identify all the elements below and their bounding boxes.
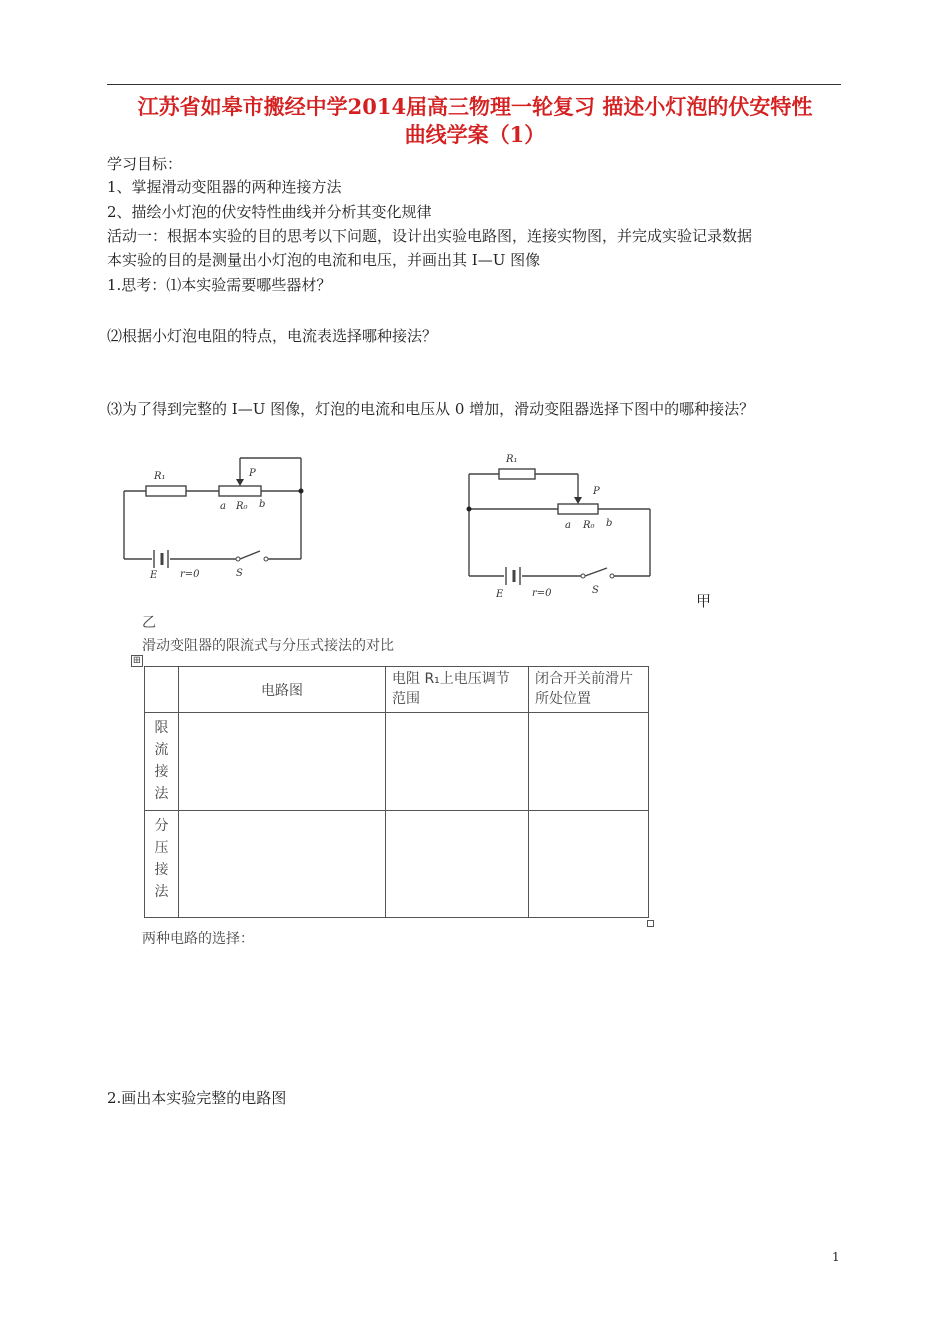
label-b: b xyxy=(606,518,613,529)
label-r1: R₁ xyxy=(506,454,518,465)
comparison-table xyxy=(144,666,649,918)
cell-divider-circuit[interactable] xyxy=(179,811,386,918)
label-b: b xyxy=(259,499,266,510)
row-label-limiting: 限 流 接 法 xyxy=(145,713,179,811)
figure-label-yi: 乙 xyxy=(142,615,156,631)
label-a: a xyxy=(220,501,226,512)
goal-item-2: 2、描绘小灯泡的伏安特性曲线并分析其变化规律 xyxy=(107,203,432,221)
question-3: ⑶为了得到完整的 I—U 图像，灯泡的电流和电压从 0 增加，滑动变阻器选择下图中的哪种接法？ xyxy=(107,400,755,418)
figure-label-jia: 甲 xyxy=(696,592,712,610)
activity-line-1: 活动一：根据本实验的目的思考以下问题，设计出实验电路图，连接实物图，并完成实验记录数据 xyxy=(107,227,753,245)
label-p: P xyxy=(593,486,600,497)
label-r1: R₁ xyxy=(154,471,166,482)
cell-divider-range[interactable] xyxy=(386,811,529,918)
question-draw-circuit: 2.画出本实验完整的电路图 xyxy=(107,1089,287,1107)
title-line-2: 曲线学案（1） xyxy=(404,122,546,147)
label-e: E xyxy=(496,589,504,600)
circuit-diagram-limiting xyxy=(118,452,314,582)
header-position: 闭合开关前滑片所处位置 xyxy=(529,667,649,713)
row-label-divider: 分 压 接 法 xyxy=(145,811,179,918)
goals-heading: 学习目标： xyxy=(107,155,183,173)
title-line-1: 江苏省如皋市搬经中学2014届高三物理一轮复习 描述小灯泡的伏安特性 xyxy=(137,94,813,119)
header-rule xyxy=(107,84,841,85)
table-move-handle-icon[interactable]: ⊞ xyxy=(132,655,142,666)
label-r0: R₀ xyxy=(236,501,248,512)
cell-divider-position[interactable] xyxy=(529,811,649,918)
circuit-diagram-divider xyxy=(462,447,662,607)
label-e: E xyxy=(150,570,158,581)
label-a: a xyxy=(565,520,571,531)
table-resize-handle-icon[interactable] xyxy=(647,920,654,927)
goal-item-1: 1、掌握滑动变阻器的两种连接方法 xyxy=(107,178,342,196)
table-corner-cell xyxy=(145,667,179,713)
cell-limiting-position[interactable] xyxy=(529,713,649,811)
table-caption: 滑动变阻器的限流式与分压式接法的对比 xyxy=(142,638,394,654)
page-number: 1 xyxy=(832,1250,840,1264)
activity-line-2: 本实验的目的是测量出小灯泡的电流和电压，并画出其 I—U 图像 xyxy=(107,251,541,269)
label-p: P xyxy=(249,468,256,479)
label-s: S xyxy=(236,568,243,579)
question-2: ⑵根据小灯泡电阻的特点，电流表选择哪种接法？ xyxy=(107,327,438,345)
label-r0: R₀ xyxy=(583,520,595,531)
choice-text: 两种电路的选择： xyxy=(142,931,254,947)
header-circuit: 电路图 xyxy=(179,667,386,713)
cell-limiting-circuit[interactable] xyxy=(179,713,386,811)
label-r: r=0 xyxy=(532,588,552,599)
header-range: 电阻 R₁上电压调节范围 xyxy=(386,667,529,713)
label-r: r=0 xyxy=(180,569,200,580)
cell-limiting-range[interactable] xyxy=(386,713,529,811)
question-1: 1.思考：⑴本实验需要哪些器材？ xyxy=(107,276,332,294)
label-s: S xyxy=(592,585,599,596)
